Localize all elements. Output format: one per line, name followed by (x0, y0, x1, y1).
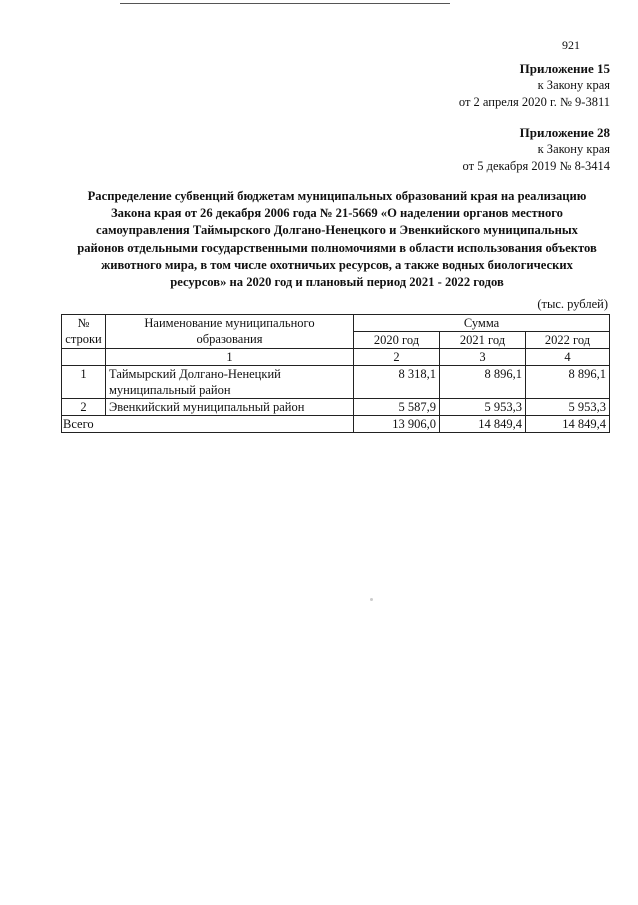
title-line: ресурсов» на 2020 год и плановый период 2021 - 2022 годов (170, 275, 504, 290)
appendix-title: Приложение 15 (519, 61, 610, 76)
name-line: муниципальный район (109, 383, 231, 397)
index-cell: 2 (354, 349, 440, 366)
top-rule (120, 3, 450, 4)
title-line: животного мира, в том числе охотничьих ресурсов, а также водных биологических (101, 257, 573, 272)
title-line: Распределение субвенций бюджетам муниципальных образований края на реализацию (87, 189, 587, 203)
header-text: № (77, 316, 90, 330)
title-line: Закона края от 26 декабря 2006 года № 21-5669 «О наделении органов местного (111, 206, 563, 221)
appendix-law-line: к Закону края (537, 142, 610, 156)
header-row-number (62, 315, 106, 349)
appendix-law-line: к Закону края (537, 78, 610, 92)
index-cell: 1 (106, 349, 354, 366)
header-text: образования (196, 332, 263, 346)
page-number: 921 (562, 38, 580, 52)
name-line: Таймырский Долгано-Ненецкий (109, 367, 281, 381)
document-title (58, 188, 616, 291)
subventions-table (61, 314, 610, 433)
value-2021: 8 896,1 (440, 366, 526, 399)
value-2020: 5 587,9 (354, 399, 440, 416)
header-year-2021: 2021 год (440, 332, 526, 349)
title-line: самоуправления Таймырского Долгано-Ненецкого и Эвенкийского муниципальных (96, 223, 578, 238)
table-row (62, 399, 610, 416)
appendix-date-line: от 2 апреля 2020 г. № 9-3811 (458, 95, 610, 109)
total-2021: 14 849,4 (440, 416, 526, 433)
total-2020: 13 906,0 (354, 416, 440, 433)
units-label: (тыс. рублей) (537, 297, 608, 311)
header-sum: Сумма (354, 315, 610, 332)
value-2022: 8 896,1 (526, 366, 610, 399)
row-number: 1 (62, 366, 106, 399)
total-2022: 14 849,4 (526, 416, 610, 433)
appendix-title: Приложение 28 (519, 125, 610, 140)
total-label: Всего (62, 416, 354, 433)
column-index-row (62, 349, 610, 366)
value-2021: 5 953,3 (440, 399, 526, 416)
header-year-2020: 2020 год (354, 332, 440, 349)
appendix-date-line: от 5 декабря 2019 № 8-3414 (462, 159, 610, 173)
municipality-name (106, 366, 354, 399)
appendix-15-header (459, 60, 610, 111)
header-text: строки (65, 332, 102, 346)
header-year-2022: 2022 год (526, 332, 610, 349)
municipality-name: Эвенкийский муниципальный район (106, 399, 354, 416)
scan-speck (370, 598, 373, 601)
total-row (62, 416, 610, 433)
index-cell: 4 (526, 349, 610, 366)
index-cell (62, 349, 106, 366)
table-header-row (62, 315, 610, 332)
title-line: районов отдельными государственными полномочиями в области использования объектов (77, 240, 597, 255)
value-2020: 8 318,1 (354, 366, 440, 399)
table-row (62, 366, 610, 399)
appendix-28-header (463, 124, 610, 175)
row-number: 2 (62, 399, 106, 416)
header-text: Наименование муниципального (144, 316, 315, 330)
index-cell: 3 (440, 349, 526, 366)
value-2022: 5 953,3 (526, 399, 610, 416)
header-municipality (106, 315, 354, 349)
